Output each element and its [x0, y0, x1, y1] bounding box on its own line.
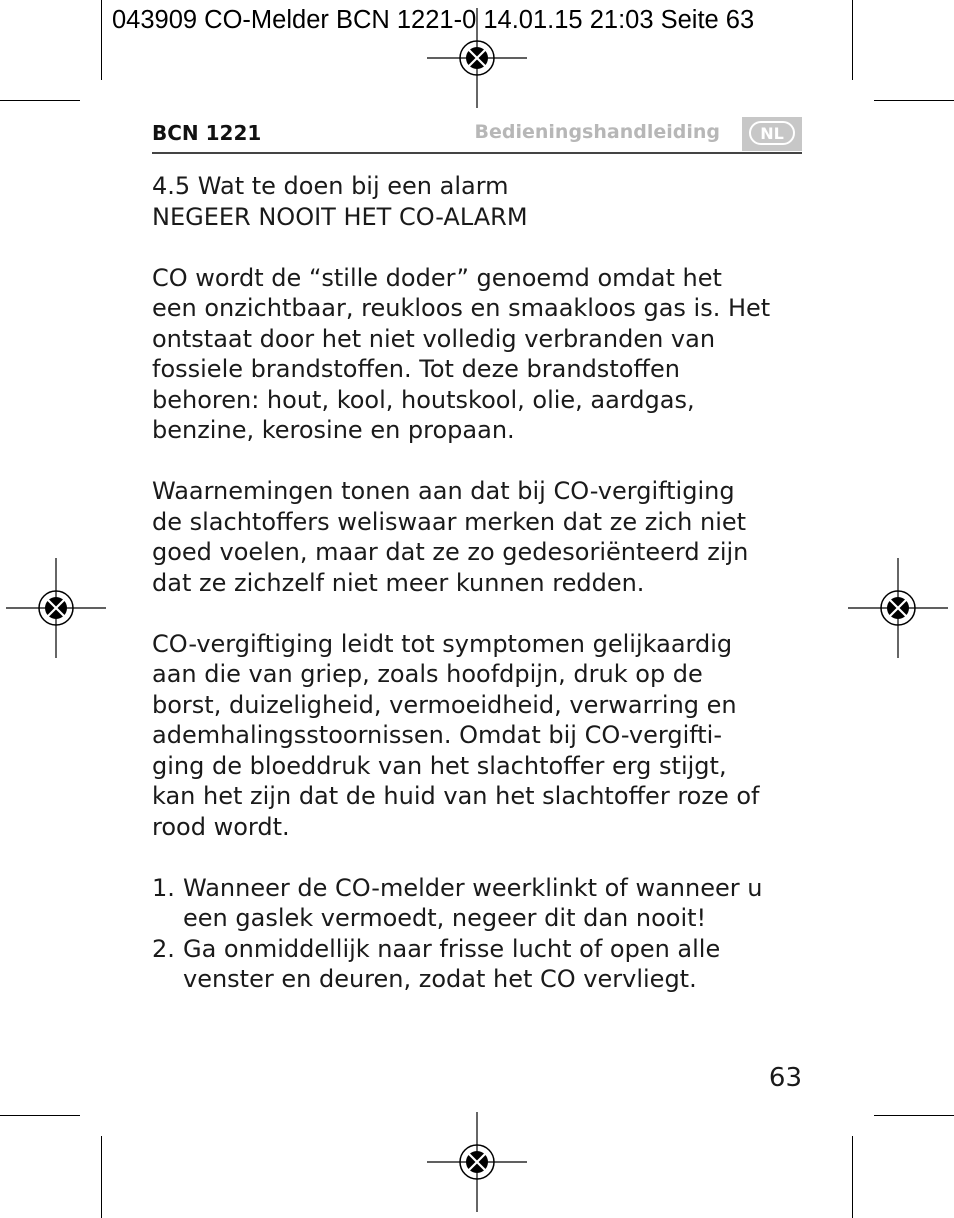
crop-mark: [0, 1115, 80, 1116]
page-body: [152, 171, 812, 995]
step-line: venster en deuren, zodat het CO vervliegt.: [183, 965, 697, 993]
paragraph-line: CO wordt de “stille doder” genoemd omdat het: [152, 263, 722, 292]
paragraph: [152, 629, 812, 843]
print-slug: 043909 CO-Melder BCN 1221-0 14.01.15 21:03 Seite 63: [112, 6, 755, 34]
running-header: [152, 117, 802, 153]
crop-mark: [101, 0, 102, 80]
crop-mark: [874, 100, 954, 101]
page-number: 63: [768, 1063, 802, 1093]
instruction-list: [152, 873, 812, 995]
header-rule: [152, 152, 802, 154]
paragraph-line: kan het zijn dat de huid van het slachtoffer roze of: [152, 782, 760, 810]
registration-mark-icon: [427, 1112, 527, 1212]
document-type: Bedieningshandleiding: [474, 121, 720, 143]
paragraph-line: ademhalingsstoornissen. Omdat bij CO-vergifti-: [152, 721, 722, 749]
crop-mark: [874, 1115, 954, 1116]
crop-mark: [0, 100, 80, 101]
paragraph-line: de slachtoffers weliswaar merken dat ze zich niet: [152, 507, 747, 536]
model-name: BCN 1221: [152, 121, 262, 145]
language-badge: [742, 117, 802, 151]
step-line: een gaslek vermoedt, negeer dit dan nooit!: [183, 904, 707, 932]
crop-mark: [101, 1136, 102, 1218]
registration-mark-icon: [427, 8, 527, 108]
list-item: [152, 934, 812, 995]
paragraph-line: behoren: hout, kool, houtskool, olie, aardgas,: [152, 385, 695, 414]
crop-mark: [852, 0, 853, 80]
paragraph-line: aan die van griep, zoals hoofdpijn, druk op de: [152, 660, 703, 688]
paragraph-line: CO-vergiftiging leidt tot symptomen gelijkaardig: [152, 629, 733, 658]
paragraph-line: dat ze zichzelf niet meer kunnen redden.: [152, 568, 645, 597]
paragraph-line: ontstaat door het niet volledig verbranden van: [152, 324, 716, 353]
step-line: Wanneer de CO-melder weerklinkt of wanneer u: [183, 873, 763, 902]
step-number: 1.: [152, 873, 175, 902]
step-line: Ga onmiddellijk naar frisse lucht of open alle: [183, 934, 721, 963]
crop-mark: [852, 1136, 853, 1218]
section-heading: [152, 171, 812, 232]
paragraph-line: ging de bloeddruk van het slachtoffer erg stijgt,: [152, 751, 727, 780]
registration-mark-icon: [6, 558, 106, 658]
registration-mark-icon: [848, 558, 948, 658]
paragraph-line: een onzichtbaar, reukloos en smaakloos gas is. Het: [152, 294, 771, 322]
list-item: [152, 873, 812, 934]
paragraph-line: Waarnemingen tonen aan dat bij CO-vergiftiging: [152, 477, 735, 505]
section-title: 4.5 Wat te doen bij een alarm: [152, 172, 509, 200]
paragraph-line: borst, duizeligheid, vermoeidheid, verwarring en: [152, 690, 737, 719]
warning-text: NEGEER NOOIT HET CO-ALARM: [152, 202, 528, 231]
step-number: 2.: [152, 934, 175, 963]
paragraph-line: benzine, kerosine en propaan.: [152, 416, 515, 444]
paragraph-line: goed voelen, maar dat ze zo gedesoriënteerd zijn: [152, 538, 749, 566]
paragraph-line: fossiele brandstoffen. Tot deze brandstoffen: [152, 355, 680, 383]
paragraph-line: rood wordt.: [152, 812, 290, 841]
paragraph: [152, 263, 812, 446]
language-code: NL: [760, 124, 784, 143]
paragraph: [152, 476, 812, 598]
